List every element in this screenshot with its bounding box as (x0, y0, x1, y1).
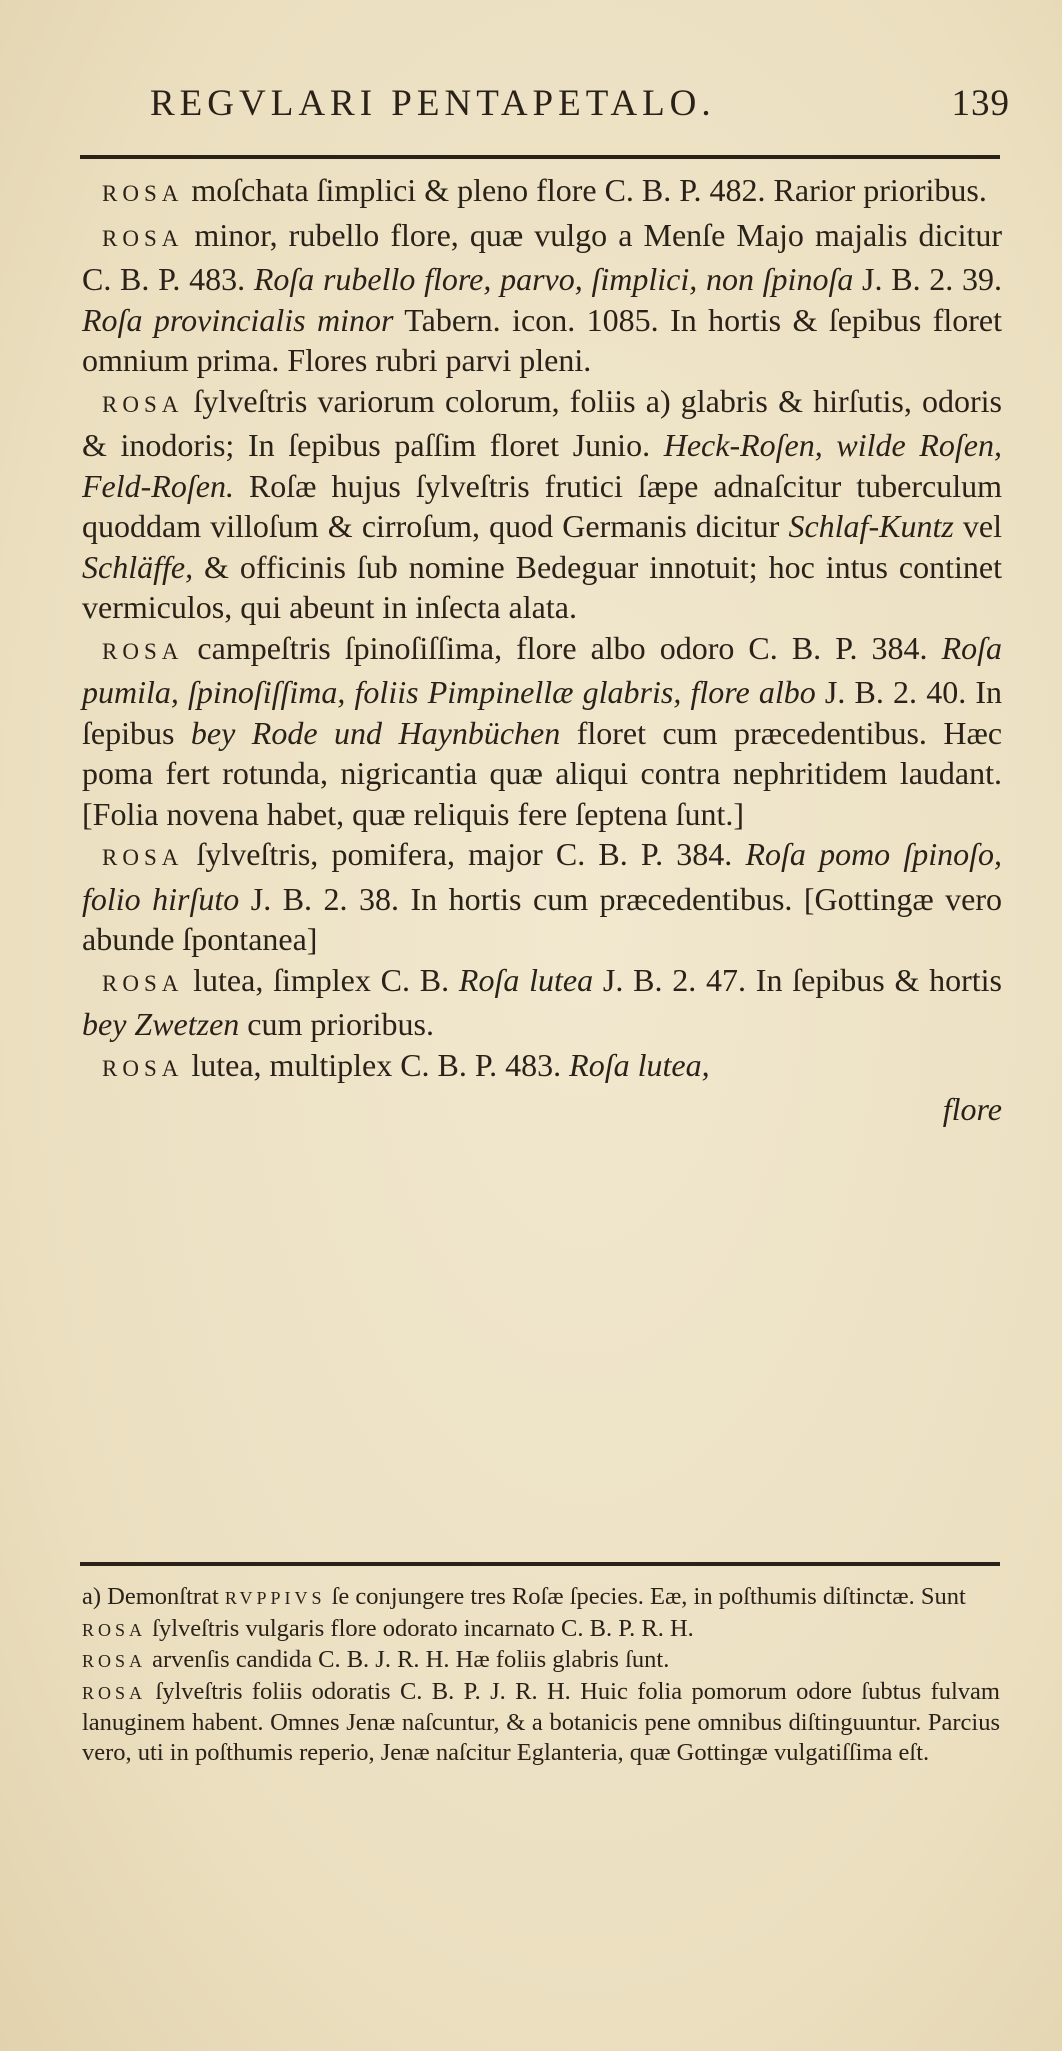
footnote-rule (80, 1562, 1000, 1566)
entry-text: & officinis ſub nomine Bedeguar innotuit; hoc intus continet vermiculos, qui abeunt in inſecta alata. (82, 548, 1002, 625)
footnote-line-text: ſylveſtris foliis odoratis C. B. P. J. R. H. Huic folia pomorum odore ſubtus fulvam lanuginem habent. Omnes Jenæ naſcuntur, & a botanicis pene omnibus diſtinguuntur. Parcius vero, uti in poſthumis reperio, Jenæ naſcitur Eglanteria, quæ Gottingæ vulgatiſſima eſt. (82, 1677, 1000, 1766)
footnote-intro-text-a: Demonſtrat (101, 1583, 225, 1610)
main-text (82, 170, 1002, 1130)
footnote-genus-label: ROSA (82, 1651, 147, 1671)
entry-paragraph (82, 381, 1002, 628)
genus-label: ROSA (102, 845, 184, 870)
footnote-intro (82, 1582, 1000, 1614)
italic-synonym: Roſa lutea, (569, 1046, 710, 1083)
footnote-line (82, 1677, 1000, 1768)
entry-text: floret cum præcedentibus. Hæc poma fert rotunda, nigricantia quæ aliqui contra nephritidem laudant. [Folia novena habet, quæ reliquis fere ſeptena ſunt.] (82, 714, 1003, 832)
italic-synonym: Heck-Roſen, wilde Roſen, Feld-Roſen. (82, 427, 1003, 504)
entry-text: ſylveſtris, pomifera, major C. B. P. 384. (183, 836, 746, 872)
catchword: flore (942, 1091, 1002, 1127)
entry-text: Tabern. icon. 1085. In hortis & ſepibus floret omnium prima. Flores rubri parvi pleni. (82, 301, 1003, 378)
entry-text: Roſæ hujus ſylveſtris frutici ſæpe adnaſcitur tuberculum quoddam villoſum & cirroſum, quod Germanis dicitur (82, 467, 1002, 544)
genus-label: ROSA (102, 970, 184, 996)
footnote-line (82, 1614, 1000, 1646)
running-title: REGVLARI PENTAPETALO. (150, 83, 716, 124)
footnote-line-text: ſylveſtris vulgaris flore odorato incarnato C. B. P. R. H. (146, 1614, 694, 1642)
entry-text: lutea, multiplex C. B. P. 483. (183, 1046, 570, 1083)
entry-paragraph (82, 628, 1002, 835)
genus-label: ROSA (102, 391, 184, 417)
italic-synonym: bey Zwetzen (82, 1006, 240, 1042)
italic-synonym: Roſa pomo ſpinoſo, folio hirſuto (82, 836, 1003, 917)
italic-synonym: Roſa pumila, ſpinoſiſſima, foliis Pimpinellæ glabris, flore albo (82, 629, 1002, 710)
entry-text: ſylveſtris variorum colorum, foliis a) glabris & hirſutis, odoris & inodoris; In ſepibus paſſim floret Junio. (82, 382, 1002, 463)
page-number: 139 (951, 83, 1010, 124)
genus-label: ROSA (102, 1055, 184, 1081)
header-rule (80, 155, 1000, 159)
entry-text: minor, rubello flore, quæ vulgo a Menſe Majo majalis dicitur C. B. P. 483. (82, 216, 1002, 297)
entry-text: moſchata ſimplici & pleno flore C. B. P. 482. Rarior prioribus. (183, 172, 987, 208)
entry-text: lutea, ſimplex C. B. (183, 961, 459, 998)
italic-synonym: Roſa rubello flore, parvo, ſimplici, non ſpinoſa (253, 261, 854, 297)
genus-label: ROSA (102, 181, 184, 206)
entry-text: J. B. 2. 39. (853, 261, 1003, 297)
genus-label: ROSA (102, 225, 184, 251)
italic-synonym: Roſa provincialis minor (82, 301, 394, 338)
entry-paragraph (82, 170, 1002, 215)
footnote-block (82, 1582, 1000, 1767)
entry-text: J. B. 2. 38. In hortis cum præcedentibus. [Gottingæ vero abunde ſpontanea] (82, 880, 1003, 957)
entry-text: J. B. 2. 47. In ſepibus & hortis (593, 961, 1003, 998)
footnote-line-text: arvenſis candida C. B. J. R. H. Hæ foliis glabris ſunt. (146, 1646, 670, 1673)
italic-synonym: bey Rode und Haynbüchen (190, 714, 561, 751)
footnote-marker: a) (82, 1583, 102, 1610)
entry-paragraph (82, 960, 1002, 1045)
footnote-genus-label: ROSA (82, 1682, 147, 1703)
italic-synonym: Schläffe, (82, 548, 194, 585)
italic-synonym: Schlaf-Kuntz (788, 508, 954, 544)
entry-paragraph (82, 215, 1002, 381)
footnote-intro-text-b: ſe conjungere tres Roſæ ſpecies. Eæ, in poſthumis diſtinctæ. Sunt (325, 1583, 966, 1610)
entry-paragraph (82, 1045, 1002, 1090)
genus-label: ROSA (102, 638, 184, 664)
entry-text: cum prioribus. (239, 1006, 434, 1042)
entry-text: campeſtris ſpinoſiſſima, flore albo odoro C. B. P. 384. (183, 629, 942, 666)
page-header (150, 82, 1010, 132)
footnote-line (82, 1645, 1000, 1677)
footnote-lines (82, 1614, 1000, 1768)
footnote-author: RVPPIVS (224, 1588, 326, 1608)
entry-text: vel (953, 508, 1003, 544)
entry-text: J. B. 2. 40. In ſepibus (82, 674, 1003, 751)
entry-paragraph (82, 834, 1002, 960)
footnote-genus-label: ROSA (82, 1619, 147, 1640)
italic-synonym: Roſa lutea (458, 961, 594, 998)
